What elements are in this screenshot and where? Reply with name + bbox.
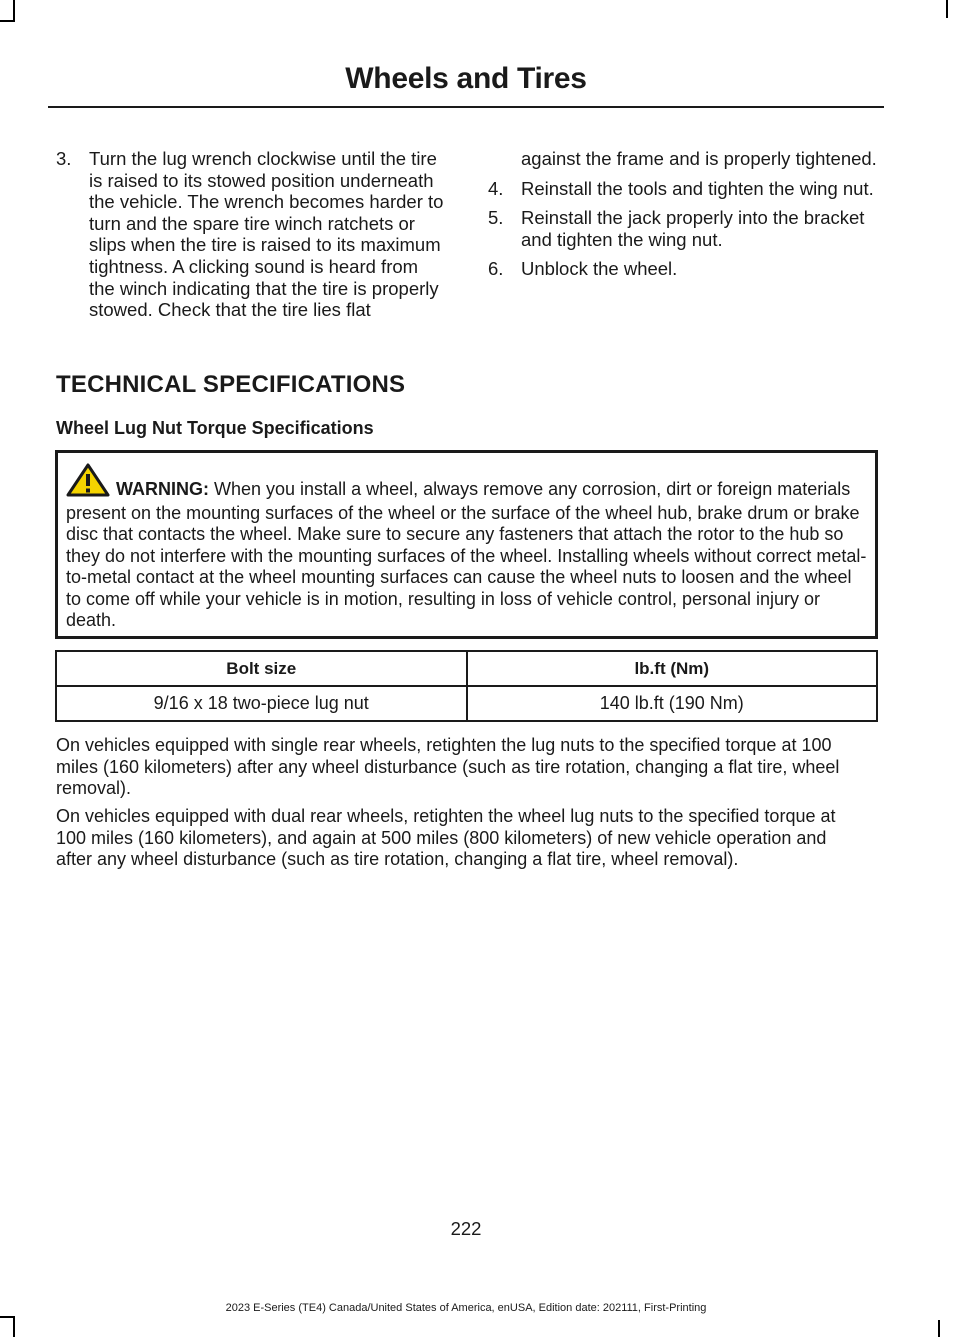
table-row: [56, 686, 877, 721]
table-cell: 9/16 x 18 two-piece lug nut: [56, 686, 467, 721]
crop-mark: [946, 0, 948, 18]
subsection-heading: Wheel Lug Nut Torque Specifications: [56, 418, 374, 438]
crop-mark: [938, 1320, 940, 1337]
warning-box: [55, 450, 878, 639]
page-number: 222: [450, 1218, 482, 1239]
step-item: [488, 258, 882, 280]
warning-label: WARNING:: [116, 479, 209, 499]
crop-mark: [0, 20, 14, 22]
torque-spec-table: [55, 650, 878, 722]
step-text: Unblock the wheel.: [521, 258, 678, 280]
step-continuation: against the frame and is properly tightened.: [521, 148, 877, 169]
right-column: [488, 148, 882, 288]
column-header-bolt-size: Bolt size: [56, 651, 467, 686]
step-item: [56, 148, 448, 321]
step-number: 4.: [488, 177, 504, 199]
column-header-torque: lb.ft (Nm): [467, 651, 878, 686]
step-text: Reinstall the jack properly into the bracket and tighten the wing nut.: [521, 207, 865, 250]
crop-mark: [13, 0, 15, 22]
footer-edition-text: 2023 E-Series (TE4) Canada/United States of America, enUSA, Edition date: 202111, First-Printing: [225, 1302, 707, 1314]
step-number: 3.: [56, 148, 72, 169]
table-header-row: [56, 651, 877, 686]
warning-text: When you install a wheel, always remove any corrosion, dirt or foreign materials present on the mounting surfaces of the wheel or the surface of the wheel hub, brake drum or brake disc that contacts the wheel. Make sure to secure any fasteners that attach the rotor to the hub so they do not interfere with the mounting surfaces of the wheel. Installing wheels without correct metal-to-metal contact at the wheel mounting surfaces can cause the wheel nuts to loosen and the wheel to come off while your vehicle is in motion, resulting in loss of vehicle control, personal injury or death.: [66, 479, 867, 630]
table-cell: 140 lb.ft (190 Nm): [467, 686, 878, 721]
warning-triangle-icon: [66, 463, 110, 503]
header-divider: [48, 106, 884, 108]
step-text: Reinstall the tools and tighten the wing nut.: [521, 177, 874, 199]
page-title: Wheels and Tires: [345, 62, 587, 95]
step-item: [488, 178, 882, 200]
section-heading: TECHNICAL SPECIFICATIONS: [56, 371, 406, 398]
step-number: 5.: [488, 207, 504, 229]
crop-mark: [0, 1316, 14, 1318]
step-item: [488, 207, 882, 250]
step-text: Turn the lug wrench clockwise until the tire is raised to its stowed position underneath the vehicle. The wrench becomes harder to turn and the spare tire winch ratchets or slips when the tire is raised to its maximum tightness. A clicking sound is heard from the winch indicating that the tire is properly stowed. Check that the tire lies flat: [89, 148, 444, 321]
left-column: [56, 148, 448, 329]
body-paragraph: On vehicles equipped with single rear wheels, retighten the lug nuts to the specified torque at 100 miles (160 kilometers) after any wheel disturbance (such as tire rotation, changing a flat tire, wheel removal).: [56, 735, 840, 799]
step-number: 6.: [488, 258, 504, 280]
crop-mark: [13, 1316, 15, 1337]
body-paragraph: On vehicles equipped with dual rear wheels, retighten the wheel lug nuts to the specified torque at 100 miles (160 kilometers), and again at 500 miles (800 kilometers) of new vehicle operation and after any wheel disturbance (such as tire rotation, changing a flat tire, wheel removal).: [56, 806, 836, 870]
